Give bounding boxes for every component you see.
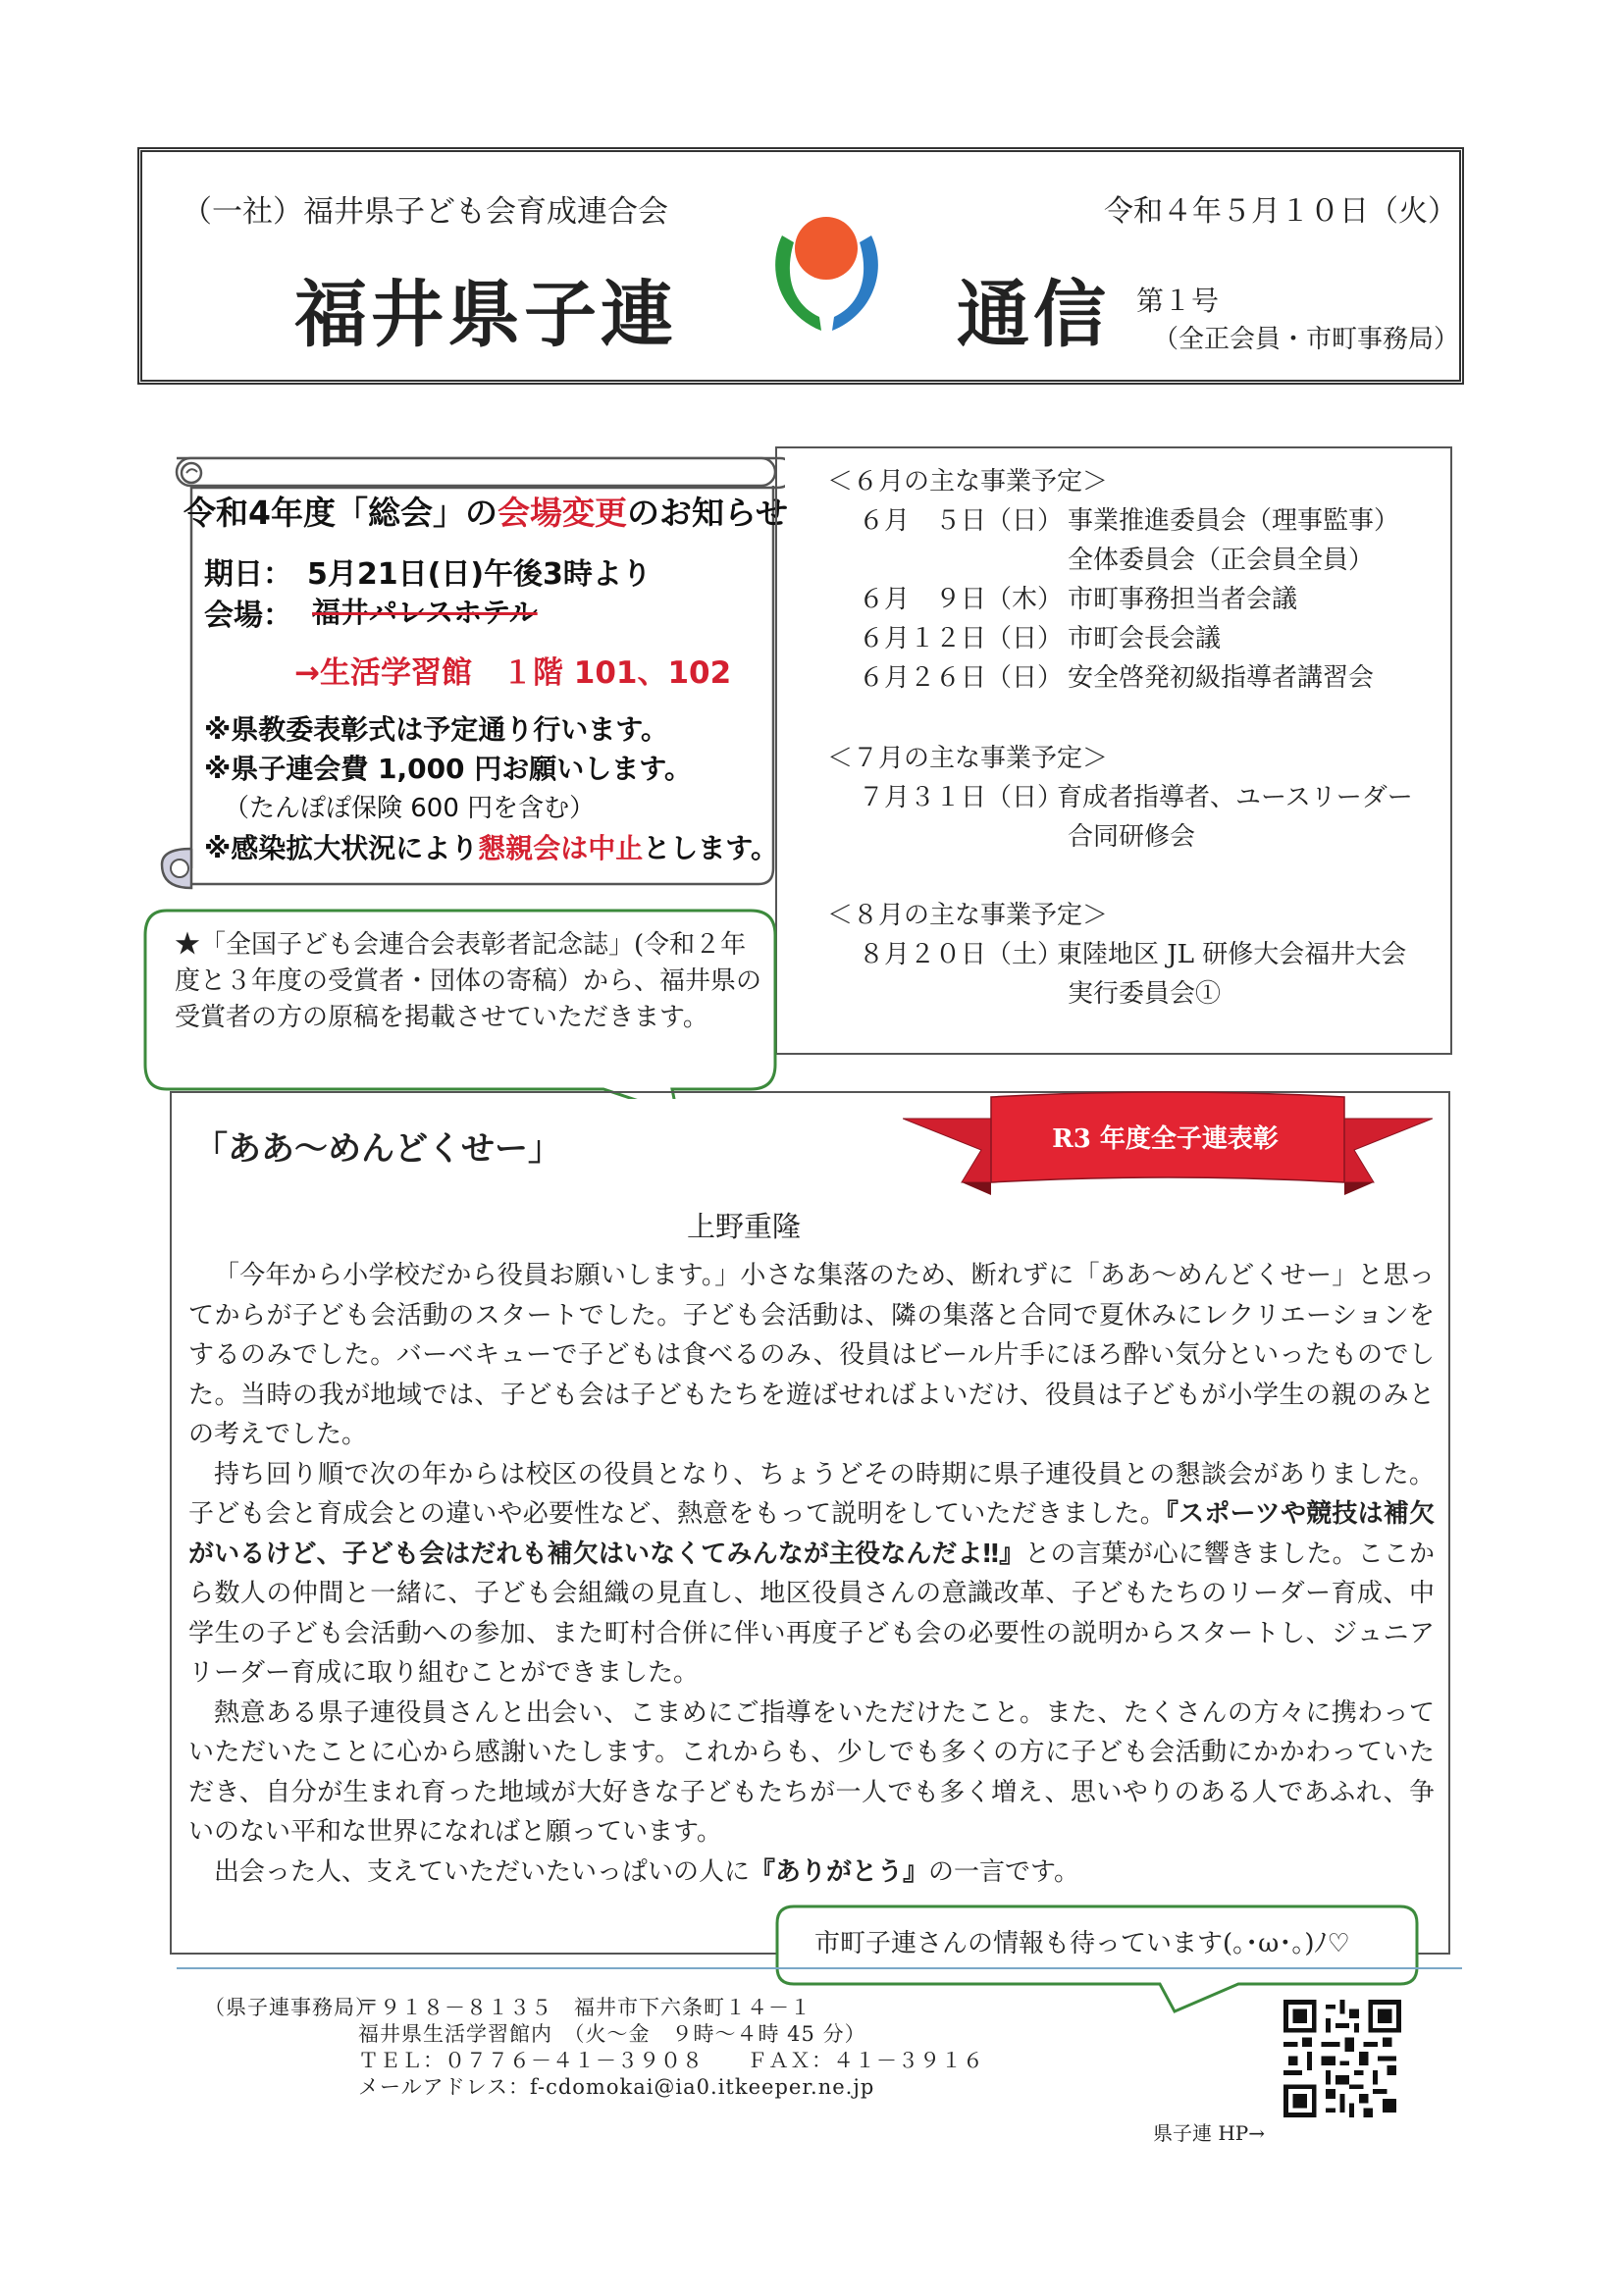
notice-note-1: ※県教委表彰式は予定通り行います。 bbox=[204, 713, 668, 746]
schedule-june-4-date: ６月２６日（日） bbox=[859, 663, 1064, 693]
footer-label: （県子連事務局） bbox=[204, 1996, 377, 2019]
schedule-aug-0-event: 東陸地区 JL 研修大会福井大会 bbox=[1057, 940, 1407, 969]
notice-date: 期日： 5月21日(日)午後3時より bbox=[204, 557, 652, 592]
footer-divider bbox=[177, 1967, 1462, 1969]
schedule-july-0-event: 育成者指導者、ユースリーダー bbox=[1057, 783, 1413, 812]
schedule-june-3-date: ６月１２日（日） bbox=[859, 624, 1064, 653]
schedule-aug-1-event: 実行委員会① bbox=[1068, 979, 1222, 1009]
footer-phone-fax: ＴＥＬ：０７７６－４１－３９０８ ＦＡＸ：４１－３９１６ bbox=[358, 2049, 984, 2072]
notice-note-4-highlight: 懇親会は中止 bbox=[478, 832, 644, 864]
article-paragraph-1: 「今年から小学校だから役員お願いします。」小さな集落のため、断れずに「ああ～めんどくせー」と思ってからが子ども会活動のスタートでした。子ども会活動は、隣の集落と合同で夏休みにレクリエーションをするのみでした。バーベキューで子どもは食べるのみ、役員はビール片手にほろ酔い気分といったものでした。当時の我が地域では、子ども会は子どもたちを遊ばせればよいだけ、役員は子どもが小学生の親のみとの考えでした。 bbox=[188, 1261, 1435, 1449]
footer-building: 福井県生活学習館内 （火～金 ９時～４時 45 分） bbox=[358, 2022, 866, 2046]
notice-note-4-pre: ※感染拡大状況により bbox=[204, 832, 479, 864]
issue-date: 令和４年５月１０日（火） bbox=[1104, 194, 1457, 229]
notice-title-pre: 令和4年度「総会」の bbox=[183, 494, 497, 532]
newsletter-title-left: 福井県子連 bbox=[294, 273, 677, 357]
article-paragraph-2 bbox=[188, 1455, 1435, 1694]
article-title: 「ああ～めんどくせー」 bbox=[194, 1129, 561, 1169]
notice-title-highlight: 会場変更 bbox=[497, 494, 627, 532]
notice-note-2: ※県子連会費 1,000 円お願いします。 bbox=[204, 753, 693, 785]
schedule-june-2-event: 市町事務担当者会議 bbox=[1068, 585, 1298, 614]
article-p4-quote: 『ありがとう』 bbox=[750, 1856, 929, 1887]
kodomokai-logo-icon bbox=[760, 211, 893, 339]
article-p2-quote: 『スポーツや競技は補欠がいるけど、子ども会はだれも補欠はいなくてみんなが主役なんだよ‼』 bbox=[188, 1499, 1435, 1569]
award-ribbon-label: R3 年度全子連表彰 bbox=[1052, 1124, 1279, 1154]
footer-email: メールアドレス：f-cdomokai@ia0.itkeeper.ne.jp bbox=[358, 2075, 875, 2099]
schedule-june-0-date: ６月 ５日（日） bbox=[859, 506, 1064, 536]
homepage-link-label: 県子連 HP→ bbox=[1153, 2121, 1266, 2145]
article-paragraph-3: 熱意ある県子連役員さんと出会い、こまめにご指導をいただけたこと。また、たくさんの方々に携わっていただいたことに心から感謝いたします。これからも、少しでも多くの方に子ども会活動にかかわっていただき、自分が生まれ育った地域が大好きな子どもたちが一人でも多く増え、思いやりのある人であふれ、争いのない平和な世界になればと願っています。 bbox=[188, 1697, 1435, 1847]
notice-venue-new: →生活学習館 １階 101、102 bbox=[294, 655, 732, 691]
notice-note-4 bbox=[204, 827, 778, 866]
schedule-july-heading: ＜７月の主な事業予定＞ bbox=[827, 744, 1109, 773]
notice-title bbox=[183, 488, 788, 534]
schedule-june-0-event: 事業推進委員会（理事監事） bbox=[1068, 506, 1400, 536]
notice-venue-label: 会場： bbox=[204, 599, 292, 633]
article-p2-post: との言葉が心に響きました。ここから数人の仲間と一緒に、子ども会組織の見直し、地区役員さんの意識改革、子どもたちのリーダー育成、中学生の子ども会活動への参加、また町村合併に伴い再度子ども会の必要性の説明からスタートし、ジュニアリーダー育成に取り組むことができました。 bbox=[188, 1539, 1435, 1688]
audience: （全正会員・市町事務局） bbox=[1153, 325, 1460, 354]
schedule-july-1-event: 合同研修会 bbox=[1068, 822, 1196, 852]
article-paragraph-4 bbox=[188, 1852, 1435, 1893]
qr-code-icon[interactable] bbox=[1283, 2000, 1401, 2117]
notice-note-3: （たんぽぽ保険 600 円を含む） bbox=[224, 794, 596, 823]
schedule-june-4-event: 安全啓発初級指導者講習会 bbox=[1068, 663, 1375, 693]
schedule-aug-0-date: ８月２０日（土） bbox=[859, 940, 1064, 969]
newsletter-title-right: 通信 bbox=[957, 273, 1110, 357]
article-author: 上野重隆 bbox=[687, 1210, 802, 1243]
info-request-text: 市町子連さんの情報も待っています(｡･ω･｡)ﾉ♡ bbox=[814, 1929, 1350, 1958]
commemorative-note: ★「全国子ども会連合会表彰者記念誌」(令和２年度と３年度の受賞者・団体の寄稿）から、福井県の受賞者の方の原稿を掲載させていただきます。 bbox=[175, 930, 762, 1032]
article-body bbox=[188, 1256, 1435, 1892]
schedule-june-heading: ＜６月の主な事業予定＞ bbox=[827, 467, 1109, 496]
schedule-june-3-event: 市町会長会議 bbox=[1068, 624, 1222, 653]
organization-name: （一社）福井県子ども会育成連合会 bbox=[182, 194, 668, 230]
schedule-aug-heading: ＜８月の主な事業予定＞ bbox=[827, 901, 1109, 930]
schedule-june-2-date: ６月 ９日（木） bbox=[859, 585, 1064, 614]
issue-number: 第１号 bbox=[1136, 285, 1220, 317]
notice-venue-old: 福井パレスホテル bbox=[312, 596, 538, 629]
schedule-july-0-date: ７月３１日（日） bbox=[859, 783, 1064, 812]
article-p2-pre: 持ち回り順で次の年からは校区の役員となり、ちょうどその時期に県子連役員との懇談会がありました。子ども会と育成会との違いや必要性など、熱意をもって説明をしていただきました。 bbox=[188, 1459, 1435, 1529]
footer-postal-address: 〒９１８－８１３５ 福井市下六条町１４－１ bbox=[358, 1996, 812, 2019]
schedule-june-1-event: 全体委員会（正会員全員） bbox=[1068, 546, 1375, 575]
article-p4-post: の一言です。 bbox=[928, 1856, 1079, 1887]
notice-note-4-post: とします。 bbox=[643, 832, 779, 864]
notice-title-post: のお知らせ bbox=[626, 494, 788, 532]
article-p4-pre: 出会った人、支えていただいたいっぱいの人に bbox=[214, 1856, 751, 1887]
